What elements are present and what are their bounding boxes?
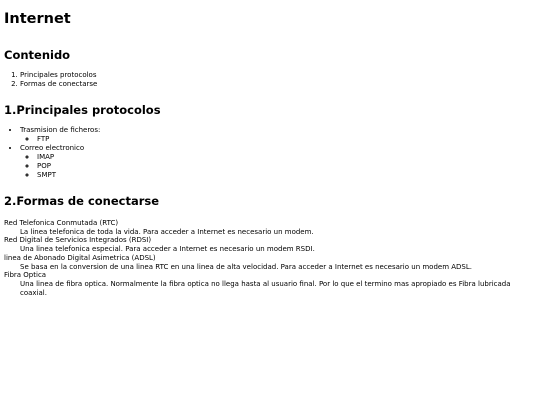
connection-term: linea de Abonado Digital Asimetrica (ADSL) — [4, 253, 156, 262]
toc-item-protocolos — [20, 71, 536, 80]
protocol-item: ◦ FTP — [37, 135, 536, 144]
connections-list — [4, 219, 536, 297]
protocol-item: ◦ SMPT — [37, 171, 536, 180]
protocol-group-label: Trasmision de ficheros: — [20, 126, 101, 134]
protocol-sublist — [20, 153, 536, 180]
toc-item-label: Formas de conectarse — [20, 80, 98, 88]
toc-item-label: Principales protocolos — [20, 71, 97, 79]
toc-list — [4, 71, 536, 89]
protocol-group — [20, 144, 536, 180]
protocols-list — [4, 126, 536, 180]
protocol-item: ◦ POP — [37, 162, 536, 171]
connection-description: La linea telefonica de toda la vida. Para acceder a Internet es necesario un modem. — [20, 227, 314, 236]
connection-term: Fibra Optica — [4, 271, 47, 280]
connections-heading: 2.Formas de conectarse — [4, 194, 160, 208]
connection-description: Una linea telefonica especial. Para acceder a Internet es necesario un modem RSDI. — [20, 245, 315, 254]
connection-term: Red Telefonica Conmutada (RTC) — [4, 219, 119, 227]
connection-description: Una linea de fibra optica. Normalmente la fibra optica no llega hasta al usuario final. Por lo que el termino mas apropiado es Fibra lubricada coaxial. — [20, 279, 511, 297]
protocol-sublist — [20, 135, 536, 144]
protocol-item: ◦ IMAP — [37, 153, 536, 162]
toc-heading: Contenido — [4, 48, 71, 62]
protocols-heading: 1.Principales protocolos — [4, 103, 161, 117]
page-title: Internet — [4, 11, 71, 27]
protocol-group-label: Correo electronico — [20, 144, 85, 152]
protocol-group — [20, 126, 536, 144]
toc-item-formas — [20, 80, 536, 89]
page-content — [4, 0, 536, 297]
connection-description: Se basa en la conversion de una linea RTC en una linea de alta velocidad. Para acceder a Internet es necesario un modem ADSL. — [20, 262, 472, 271]
connection-term: Red Digital de Servicios Integrados (RDSI) — [4, 236, 152, 245]
